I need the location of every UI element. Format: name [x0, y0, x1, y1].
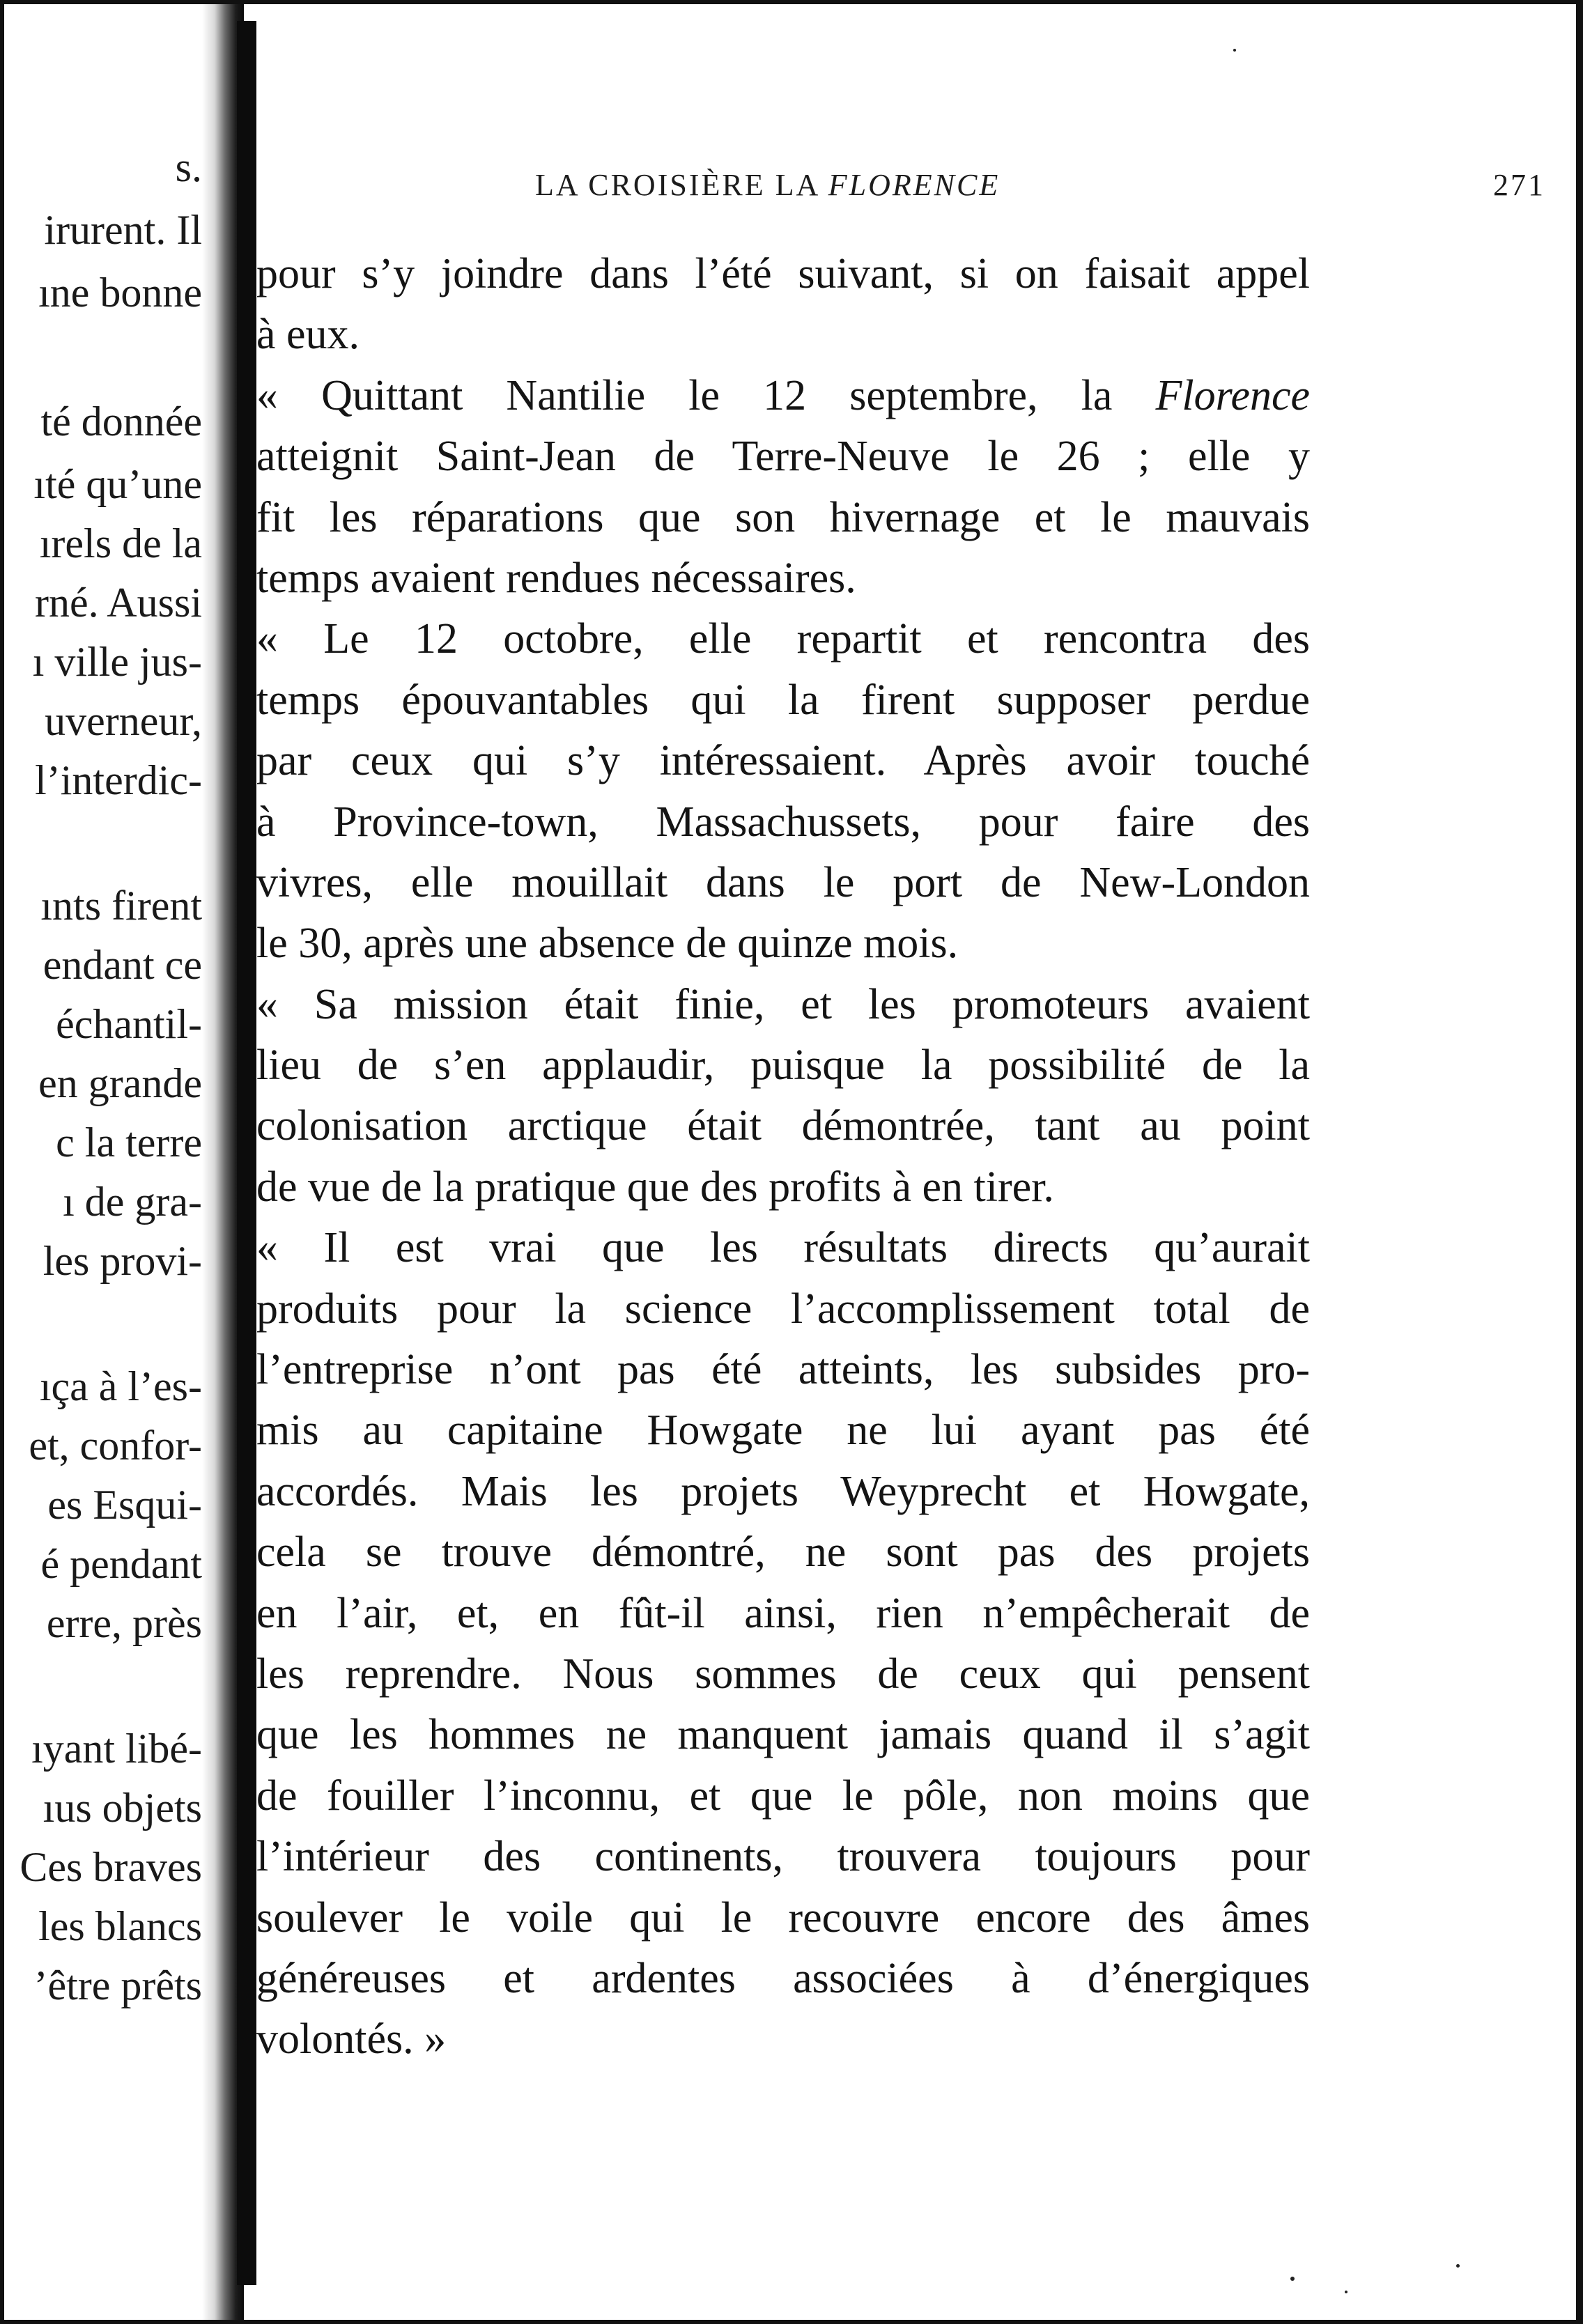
left-page-line: ıus objets [43, 1785, 202, 1831]
text-line: mis au capitaine Howgate ne lui ayant pas été [256, 1407, 1310, 1455]
scan-speck [1290, 2277, 1295, 2281]
text-line: « Quittant Nantilie le 12 septembre, la Florence [256, 371, 1310, 419]
text-line: en l’air, et, en fût-il ainsi, rien n’empêcherait de [256, 1589, 1310, 1637]
left-page-line: ı ville jus- [32, 639, 202, 685]
body-text [256, 244, 1310, 2070]
text-line: les reprendre. Nous sommes de ceux qui pensent [256, 1650, 1310, 1698]
text-line: que les hommes ne manquent jamais quand il s’agit [256, 1711, 1310, 1759]
left-page-line: ıyant libé- [31, 1726, 202, 1772]
scan-speck [1456, 2264, 1460, 2268]
text-line: le 30, après une absence de quinze mois. [256, 920, 959, 968]
left-page-fragment [0, 0, 202, 2324]
left-page-line: Ces braves [20, 1844, 202, 1890]
left-page-line: té donnée [40, 398, 202, 444]
text-line: fit les réparations que son hivernage et le mauvais [256, 493, 1310, 541]
text-line: « Sa mission était finie, et les promoteurs avaient [256, 980, 1310, 1028]
text-line: généreuses et ardentes associées à d’énergiques [256, 1954, 1310, 2002]
text-line: pour s’y joindre dans l’été suivant, si on faisait appel [256, 250, 1310, 297]
left-page-line: é pendant [40, 1541, 202, 1587]
left-page-line: ’être prêts [33, 1962, 202, 2008]
text-line: de vue de la pratique que des profits à en tirer. [256, 1163, 1054, 1211]
left-page-line: uverneur, [45, 698, 202, 744]
running-head [256, 167, 1545, 209]
left-page-line: en grande [38, 1060, 202, 1106]
left-page-line: ırels de la [39, 520, 202, 566]
right-page [256, 28, 1572, 2292]
running-title: LA CROISIÈRE LA FLORENCE [535, 168, 1001, 202]
left-page-line: et, confor- [29, 1423, 202, 1469]
text-line: l’entreprise n’ont pas été atteints, les subsides pro- [256, 1346, 1310, 1394]
page-number: 271 [1493, 168, 1545, 202]
text-line: par ceux qui s’y intéressaient. Après avoir touché [256, 737, 1310, 785]
book-gutter [237, 21, 256, 2285]
left-page-line: erre, près [46, 1600, 202, 1646]
text-line: temps avaient rendues nécessaires. [256, 554, 856, 602]
left-page-line: ıça à l’es- [39, 1363, 202, 1409]
left-page-line: l’interdic- [35, 757, 202, 803]
text-line: colonisation arctique était démontrée, tant au point [256, 1102, 1310, 1150]
text-line: produits pour la science l’accomplissement total de [256, 1285, 1310, 1333]
left-page-line: irurent. Il [44, 207, 202, 253]
left-page-line: ıne bonne [38, 270, 202, 316]
left-page-line: es Esqui- [47, 1482, 202, 1528]
scan-speck [1233, 49, 1236, 52]
left-page-line: ıté qu’une [33, 461, 202, 507]
left-page-line: endant ce [43, 942, 202, 988]
text-line: lieu de s’en applaudir, puisque la possibilité de la [256, 1041, 1310, 1090]
left-page-line: c la terre [56, 1120, 202, 1165]
text-line: « Le 12 octobre, elle repartit et rencontra des [256, 615, 1310, 663]
text-line: à eux. [256, 311, 360, 359]
text-line: cela se trouve démontré, ne sont pas des projets [256, 1528, 1310, 1577]
text-line: accordés. Mais les projets Weyprecht et Howgate, [256, 1467, 1310, 1515]
text-line: atteignit Saint-Jean de Terre-Neuve le 26 ; elle y [256, 433, 1310, 481]
text-line: « Il est vrai que les résultats directs qu’aurait [256, 1224, 1310, 1272]
left-page-line: les blancs [38, 1903, 202, 1949]
left-page-line: les provi- [43, 1238, 202, 1284]
text-line: vivres, elle mouillait dans le port de New-London [256, 858, 1310, 906]
text-line: à Province-town, Massachussets, pour faire des [256, 798, 1310, 846]
left-page-line: échantil- [56, 1001, 202, 1047]
left-page-line: ınts firent [40, 883, 202, 929]
text-line: temps épouvantables qui la firent supposer perdue [256, 676, 1310, 724]
left-page-line: ı de gra- [63, 1179, 202, 1225]
text-line: soulever le voile qui le recouvre encore des âmes [256, 1893, 1310, 1942]
scan-right-edge [1576, 0, 1583, 2324]
left-page-line: rné. Aussi [35, 580, 202, 626]
scan-speck [1345, 2291, 1348, 2293]
text-line: de fouiller l’inconnu, et que le pôle, non moins que [256, 1772, 1310, 1820]
text-line: volontés. » [256, 2015, 447, 2063]
left-page-line: s. [175, 144, 202, 190]
text-line: l’intérieur des continents, trouvera toujours pour [256, 1833, 1310, 1881]
